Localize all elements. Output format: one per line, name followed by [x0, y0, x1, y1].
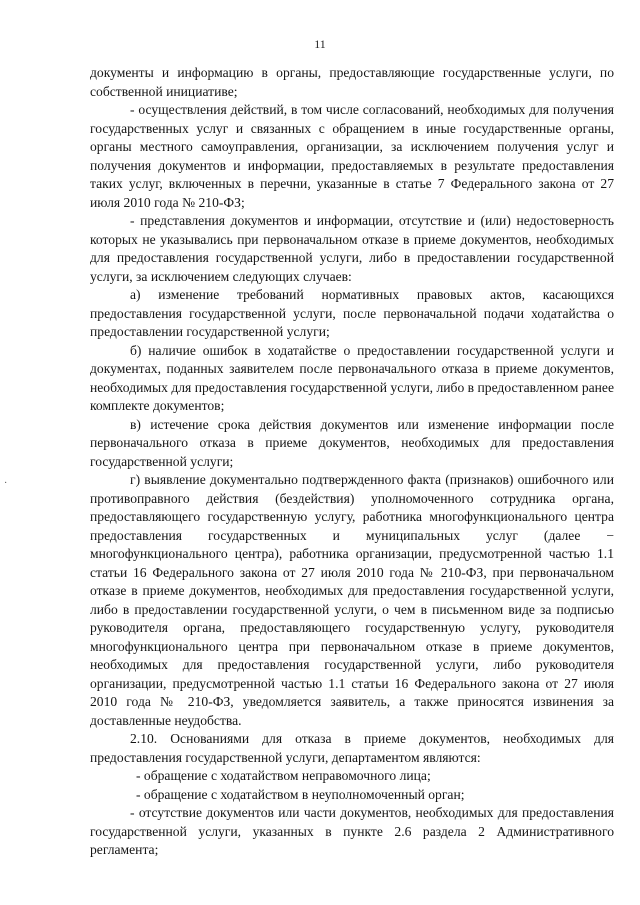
- paragraph-8: 2.10. Основаниями для отказа в приеме документов, необходимых для предоставления государственной услуги, департаментом являются:: [90, 731, 614, 765]
- paragraph-9: - обращение с ходатайством неправомочного лица;: [136, 768, 431, 783]
- paragraph-1: документы и информацию в органы, предоставляющие государственные услуги, по собственной инициативе;: [90, 65, 614, 99]
- paragraph-4: а) изменение требований нормативных правовых актов, касающихся предоставления государственной услуги, после первоначальной подачи ходатайства о предоставлении государственной услуги;: [90, 287, 614, 339]
- page-number: 11: [314, 37, 326, 51]
- paragraph-5: б) наличие ошибок в ходатайстве о предоставлении государственной услуги и документах, поданных заявителем после первоначального отказа в приеме документов, необходимых для предоставления государственной услуги, либо в предоставленном ранее комплекте документов;: [90, 342, 614, 413]
- margin-mark: ·: [4, 478, 8, 489]
- paragraph-2: - осуществления действий, в том числе согласований, необходимых для получения государственных услуг и связанных с обращением в иные государственные органы, органы местного самоуправления, организации, за исключением получения услуг и получения документов и информации, предоставляемых в результате предоставления таких услуг, включенных в перечни, указанные в статье 7 Федерального закона от 27 июля 2010 года № 210-ФЗ;: [90, 102, 614, 210]
- paragraph-11: - отсутствие документов или части документов, необходимых для предоставления государственной услуги, указанных в пункте 2.6 раздела 2 Административного регламента;: [90, 805, 614, 857]
- paragraph-6: в) истечение срока действия документов или изменение информации после первоначального отказа в приеме документов, необходимых для предоставления государственной услуги;: [90, 416, 614, 469]
- document-body: [90, 64, 614, 860]
- paragraph-10: - обращение с ходатайством в неуполномоченный орган;: [136, 786, 465, 802]
- paragraph-7: г) выявление документально подтвержденного факта (признаков) ошибочного или противоправного действия (бездействия) уполномоченного сотрудника органа, предоставляющего государственную услугу, работника многофункционального центра предоставления государственных и муниципальных услуг (далее − многофункционального центра), работника организации, предусмотренной частью 1.1 статьи 16 Федерального закона от 27 июля 2010 года № 210-ФЗ, при первоначальном отказе в приеме документов, необходимых для предоставления государственной услуги, либо в предоставлении государственной услуги, о чем в письменном виде за подписью руководителя органа, предоставляющего государственную услугу, руководителя многофункционального центра при первоначальном отказе в приеме документов, необходимых для предоставления государственной услуги, либо руководителя организации, предусмотренной частью 1.1 статьи 16 Федерального закона от 27 июля 2010 года № 210-ФЗ, уведомляется заявитель, а также приносятся извинения за доставленные неудобства.: [90, 472, 614, 728]
- paragraph-3: - представления документов и информации, отсутствие и (или) недостоверность которых не указывались при первоначальном отказе в приеме документов, необходимых для предоставления государственной услуги, либо в предоставлении государственной услуги, за исключением следующих случаев:: [90, 213, 614, 284]
